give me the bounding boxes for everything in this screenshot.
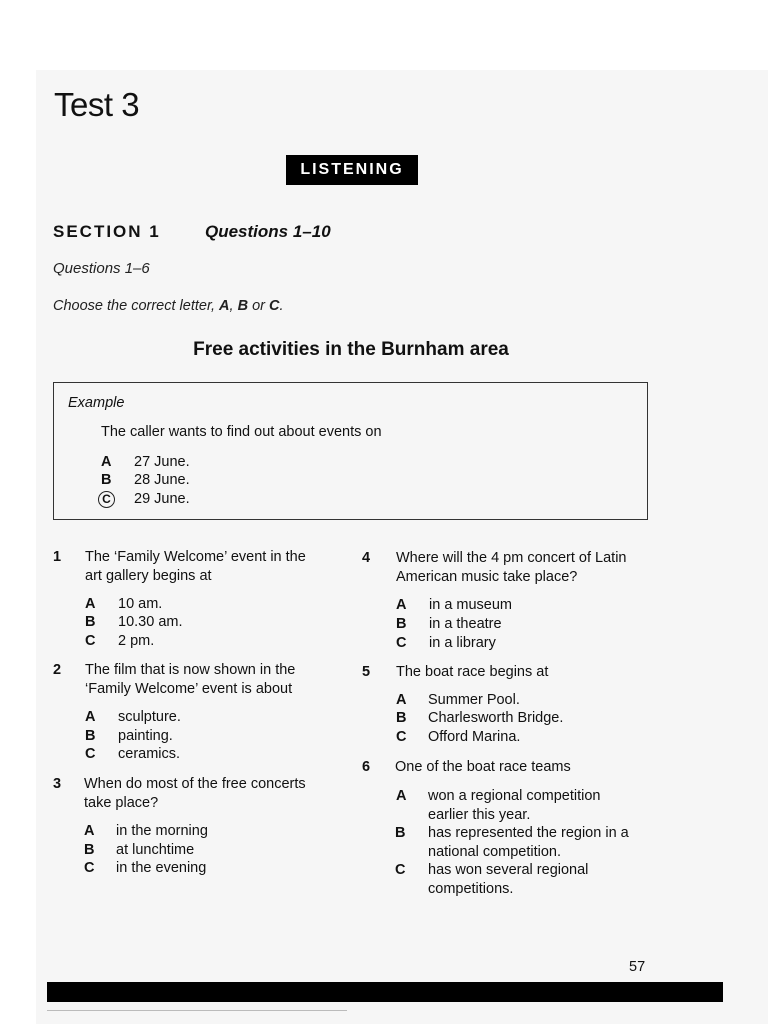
example-option-text: 28 June. — [134, 472, 190, 488]
option-letter: C — [396, 729, 407, 745]
example-option-circled — [98, 490, 115, 508]
option-letter: B — [396, 616, 407, 632]
option-text — [428, 861, 588, 899]
option-text: in a theatre — [429, 616, 502, 632]
option-text: 10.30 am. — [118, 614, 183, 630]
option-line: competitions. — [428, 881, 514, 897]
instruction-letter-c: C — [269, 298, 280, 314]
example-option-text: 29 June. — [134, 491, 190, 507]
question-line: American music take place? — [396, 569, 578, 585]
option-text: in the evening — [116, 860, 207, 876]
option-letter: C — [395, 862, 406, 878]
option-letter: A — [85, 596, 96, 612]
page-background — [36, 70, 768, 1024]
example-option-letter: A — [101, 454, 112, 470]
option-letter: A — [396, 788, 407, 804]
listening-badge: LISTENING — [286, 155, 418, 185]
question-line: The film that is now shown in the — [85, 662, 296, 678]
option-letter: C — [396, 635, 407, 651]
question-number: 2 — [53, 662, 62, 678]
question-text — [84, 775, 306, 813]
instruction-letter-b: B — [237, 298, 249, 314]
option-text: 10 am. — [118, 596, 163, 612]
option-letter: C — [84, 860, 95, 876]
option-letter: C — [85, 746, 96, 762]
question-number: 6 — [362, 759, 371, 775]
option-text: in a museum — [429, 597, 513, 613]
question-number: 5 — [362, 664, 371, 680]
instruction-letter-a: A — [219, 298, 230, 314]
option-text: Summer Pool. — [428, 692, 520, 708]
section-label: SECTION 1 — [53, 222, 161, 241]
example-option-letter: B — [101, 472, 112, 488]
question-number: 1 — [53, 549, 62, 565]
option-letter: B — [85, 728, 96, 744]
option-text: sculpture. — [118, 709, 181, 725]
question-text — [395, 758, 571, 777]
question-line: When do most of the free concerts — [84, 776, 306, 792]
example-option-text: 27 June. — [134, 454, 190, 470]
option-letter: B — [396, 710, 407, 726]
question-line: ‘Family Welcome’ event is about — [85, 681, 293, 697]
option-text: ceramics. — [118, 746, 181, 762]
option-text: in a library — [429, 635, 496, 651]
question-number: 3 — [53, 776, 62, 792]
question-line: The ‘Family Welcome’ event in the — [85, 549, 306, 565]
question-line: take place? — [84, 795, 159, 811]
option-text: Charlesworth Bridge. — [428, 710, 564, 726]
main-heading: Free activities in the Burnham area — [193, 339, 509, 360]
instruction — [53, 298, 284, 314]
sub-questions-range: Questions 1–6 — [53, 260, 150, 277]
question-text — [85, 661, 295, 699]
instruction-or: or — [248, 298, 270, 314]
option-text: in the morning — [116, 823, 208, 839]
instruction-suffix: . — [279, 298, 284, 314]
question-text — [396, 549, 627, 587]
option-text: painting. — [118, 728, 173, 744]
option-line: won a regional competition — [428, 788, 601, 804]
option-line: national competition. — [428, 844, 561, 860]
option-letter: B — [84, 842, 95, 858]
question-line: The boat race begins at — [396, 664, 549, 680]
question-line: art gallery begins at — [85, 568, 212, 584]
page-number: 57 — [629, 959, 646, 975]
example-prompt: The caller wants to find out about events on — [101, 424, 382, 440]
option-letter: A — [396, 692, 407, 708]
option-line: has won several regional — [428, 862, 589, 878]
option-line: has represented the region in a — [428, 825, 629, 841]
instruction-prefix: Choose the correct letter, — [53, 298, 220, 314]
option-text — [428, 787, 601, 825]
question-number: 4 — [362, 550, 371, 566]
circled-answer-icon: C — [98, 491, 115, 508]
question-text — [396, 663, 548, 682]
option-text: Offord Marina. — [428, 729, 521, 745]
question-line: Where will the 4 pm concert of Latin — [396, 550, 627, 566]
option-letter: B — [85, 614, 96, 630]
footer-bar — [47, 982, 723, 1002]
option-letter: C — [85, 633, 96, 649]
option-letter: A — [84, 823, 95, 839]
question-text — [85, 548, 306, 586]
instruction-sep: , — [229, 298, 238, 314]
option-letter: A — [396, 597, 407, 613]
question-line: One of the boat race teams — [395, 759, 571, 775]
example-label: Example — [68, 395, 125, 411]
option-letter: A — [85, 709, 96, 725]
test-title: Test 3 — [54, 86, 140, 123]
footer-divider — [47, 1010, 347, 1011]
option-text — [428, 824, 629, 862]
option-letter: B — [395, 825, 406, 841]
option-text: 2 pm. — [118, 633, 155, 649]
option-line: earlier this year. — [428, 807, 531, 823]
section-questions-range: Questions 1–10 — [205, 222, 331, 241]
option-text: at lunchtime — [116, 842, 195, 858]
